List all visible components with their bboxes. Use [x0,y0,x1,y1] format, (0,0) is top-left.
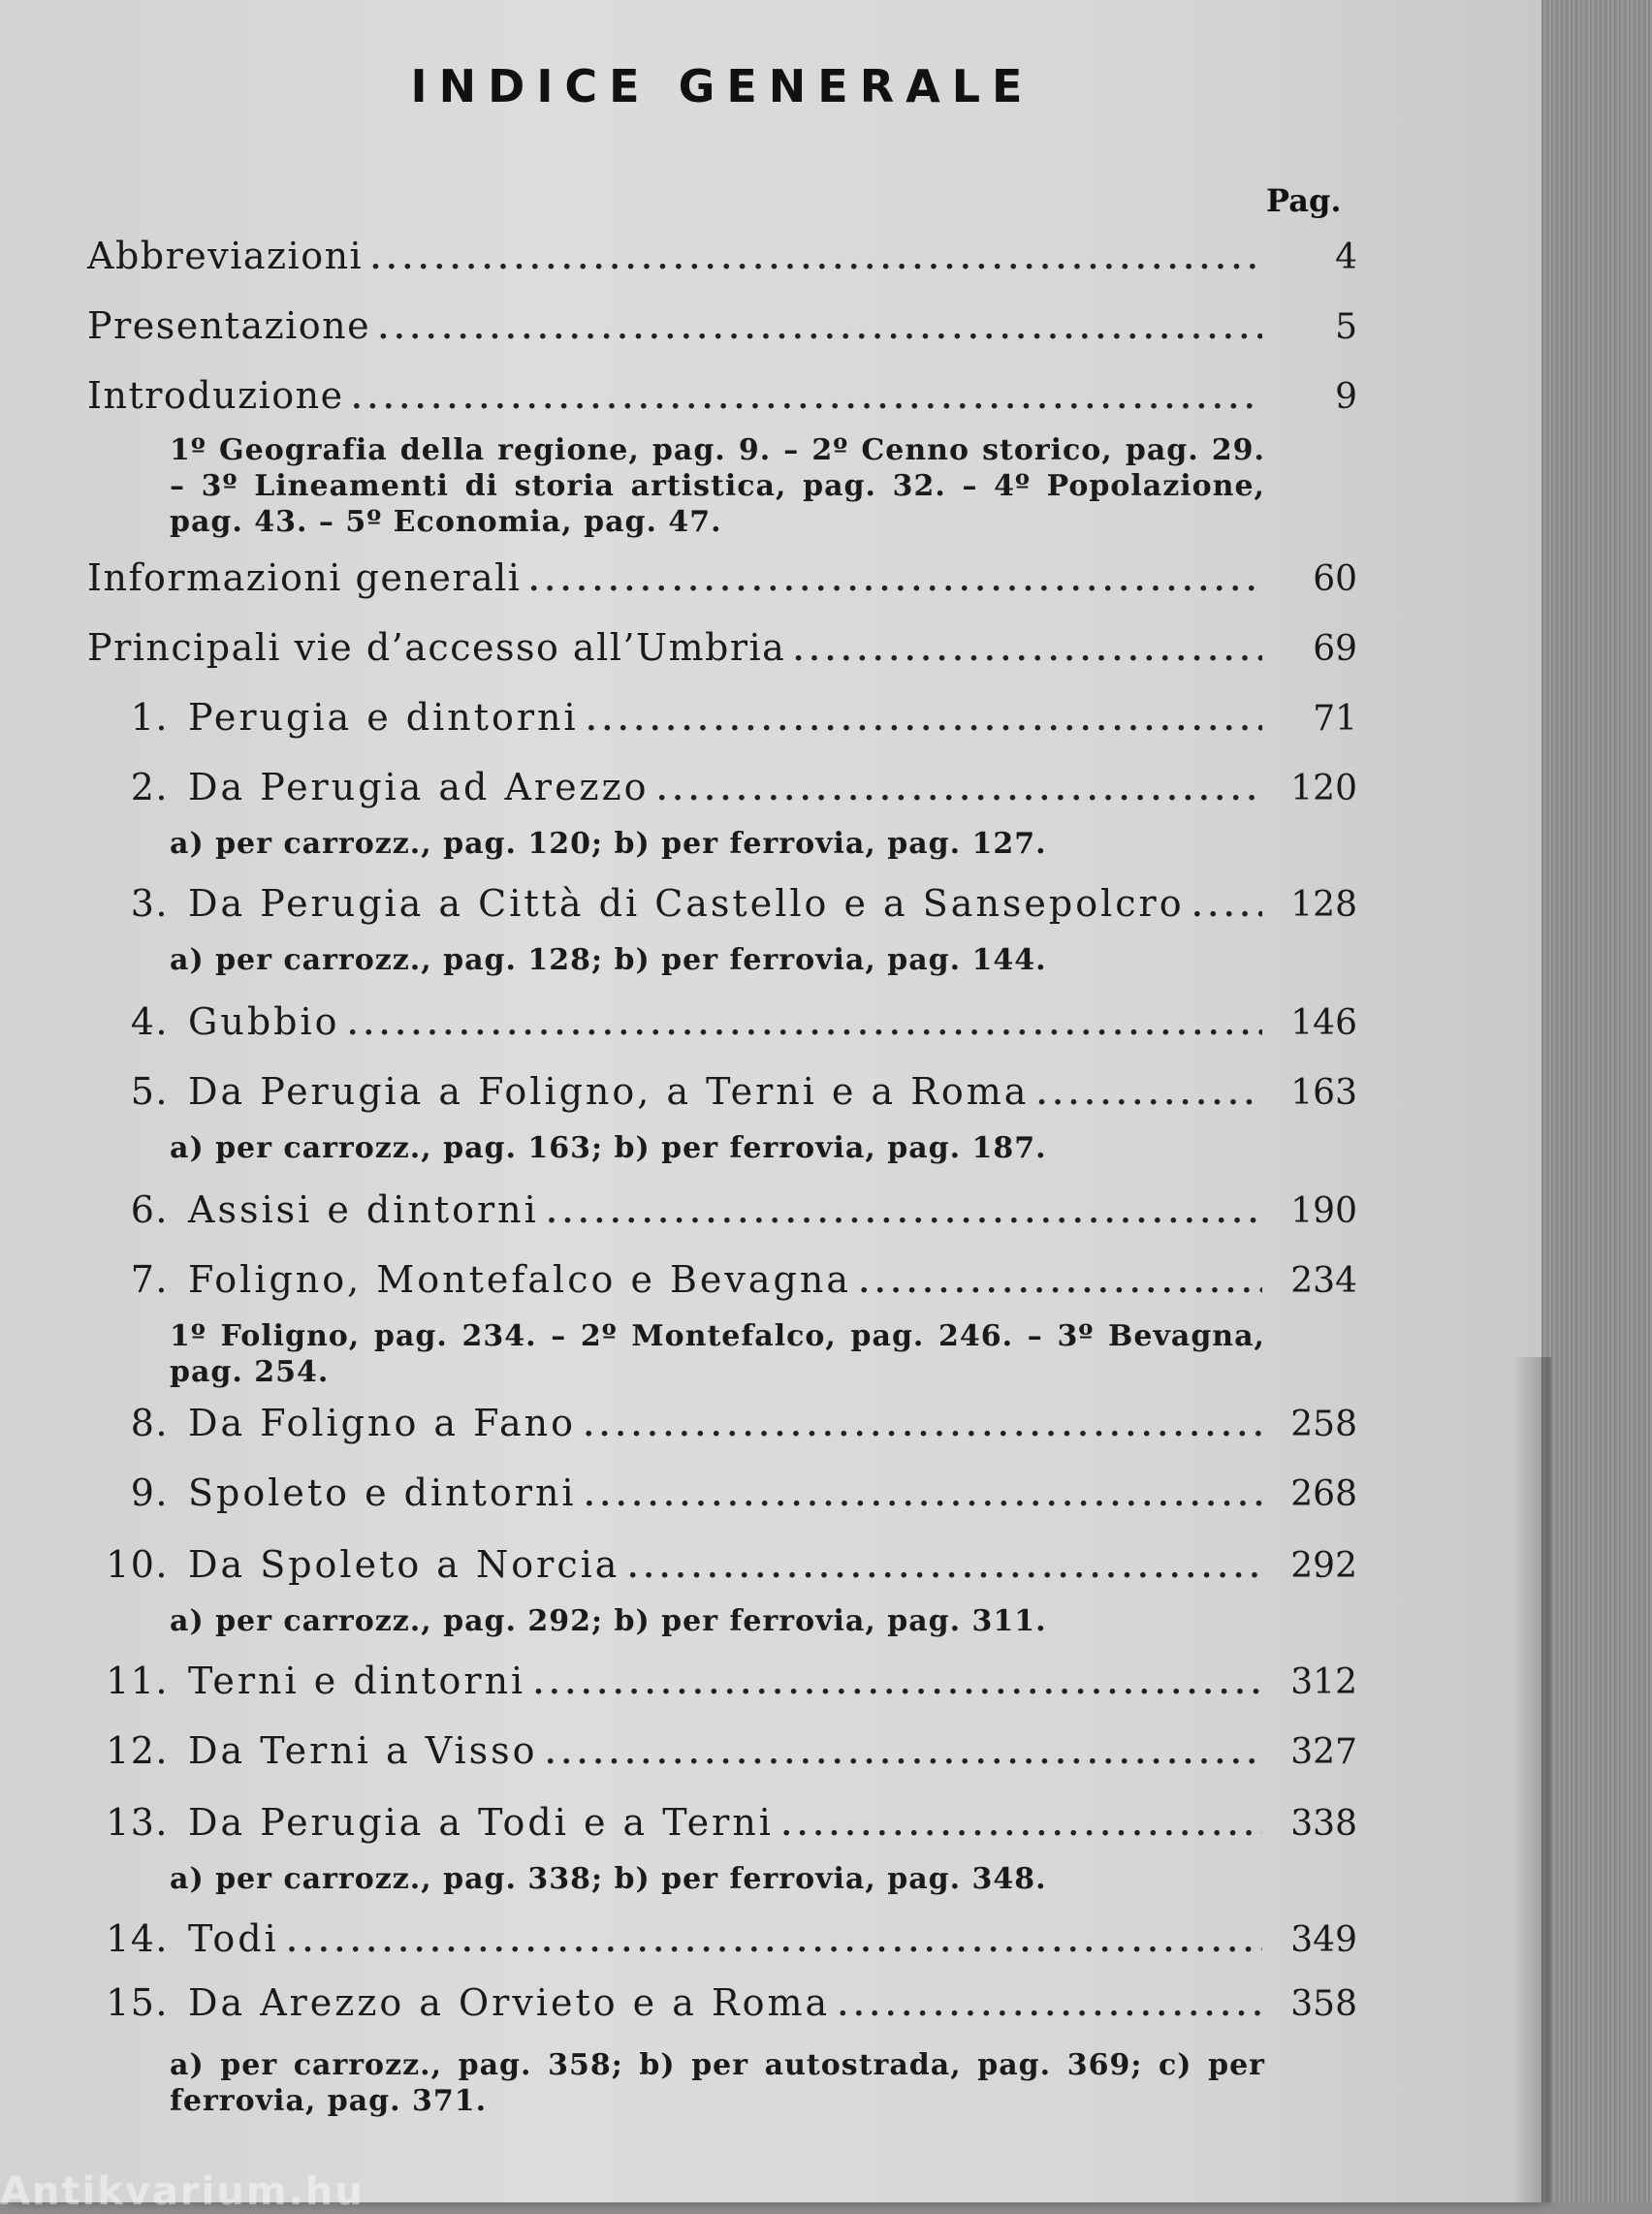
dot-leader [547,1196,1262,1230]
dot-leader [859,1266,1262,1300]
toc-subentry: a) per carrozz., pag. 338; b) per ferrovia, pag. 348. [170,1862,1047,1896]
toc-entry [87,1000,1357,1059]
toc-subentry: a) per carrozz., pag. 292; b) per ferrovia, pag. 311. [170,1604,1047,1638]
dot-leader [838,1989,1262,2023]
dot-leader [546,1737,1263,1771]
toc-entry-page: 163 [1290,1073,1357,1113]
toc-entry-title: Spoleto e dintorni [188,1471,577,1514]
toc-entry-number: 4. [130,1000,169,1043]
dot-leader [528,564,1262,598]
dot-leader [587,704,1262,738]
toc-entry-title: Da Perugia a Todi e a Terni [188,1801,774,1844]
toc-entry [87,1981,1357,2040]
toc-entry-page: 71 [1313,699,1357,739]
page-stack-edge [1541,0,1652,2202]
dot-leader [627,1551,1262,1585]
toc-entry [87,1471,1357,1530]
toc-entry-number: 7. [130,1258,169,1301]
toc-entry-page: 146 [1290,1003,1357,1043]
toc-entry-title: Terni e dintorni [188,1660,526,1702]
toc-entry [87,696,1357,754]
toc-entry [87,1543,1357,1601]
toc-entry-number: 5. [130,1070,169,1113]
toc-entry-title: Introduzione [87,374,344,417]
toc-subentry: 1º Foligno, pag. 234. – 2º Montefalco, pag. 246. – 3º Bevagna, pag. 254. [170,1319,1265,1389]
toc-entry [87,766,1357,824]
toc-entry-title: Foligno, Montefalco e Bevagna [188,1258,851,1301]
dot-leader [370,242,1262,276]
toc-entry [87,1801,1357,1859]
dot-leader [378,312,1262,346]
toc-entry-title: Da Arezzo a Orvieto e a Roma [188,1981,831,2024]
toc-entry [87,235,1357,293]
toc-entry-page: 5 [1335,307,1357,347]
toc-entry-title: Da Spoleto a Norcia [188,1543,620,1586]
toc-entry [87,1258,1357,1316]
toc-entry-page: 69 [1313,629,1357,669]
toc-entry-page: 349 [1290,1920,1357,1960]
toc-subentry: 1º Geografia della regione, pag. 9. – 2º Cenno storico, pag. 29. – 3º Lineamenti di storia artistica, pag. 32. – 4º Popolazione, pag. 43. – 5º Economia, pag. 47. [170,433,1265,539]
toc-entry-page: 292 [1290,1546,1357,1586]
toc-entry-title: Da Perugia ad Arezzo [188,766,650,808]
toc-entry-title: Da Terni a Visso [188,1729,538,1772]
toc-entry [87,1402,1357,1460]
toc-entry-title: Da Perugia a Città di Castello e a Sansepolcro [188,882,1185,925]
toc-entry-page: 60 [1313,559,1357,599]
toc-subentry: a) per carrozz., pag. 120; b) per ferrovia, pag. 127. [170,827,1047,861]
toc-subentry: a) per carrozz., pag. 163; b) per ferrovia, pag. 187. [170,1131,1047,1165]
toc-entry [87,1070,1357,1128]
toc-entry-number: 14. [106,1917,169,1960]
toc-entry-title: Assisi e dintorni [188,1188,539,1231]
toc-entry-number: 1. [130,696,169,739]
watermark: Antikvarium.hu [0,2169,365,2214]
toc-entry-number: 12. [106,1729,169,1772]
toc-entry-title: Todi [188,1917,279,1960]
dot-leader [533,1667,1262,1701]
toc-entry [87,1188,1357,1247]
toc-entry-page: 128 [1290,885,1357,925]
toc-subentry: a) per carrozz., pag. 128; b) per ferrovia, pag. 144. [170,943,1047,977]
toc-entry-page: 4 [1335,237,1357,277]
toc-entry-title: Gubbio [188,1000,340,1043]
dot-leader [656,774,1262,807]
dot-leader [781,1809,1262,1843]
toc-entry-page: 312 [1290,1662,1357,1702]
toc-entry-number: 6. [130,1188,169,1231]
toc-entry-title: Informazioni generali [87,556,522,599]
toc-entry-number: 8. [130,1402,169,1444]
dot-leader [352,382,1262,416]
toc-entry-number: 13. [106,1801,169,1844]
toc-entry-number: 11. [106,1660,169,1702]
dot-leader [348,1008,1262,1042]
toc-entry-title: Perugia e dintorni [188,696,579,739]
toc-entry-title: Abbreviazioni [87,235,364,277]
toc-entry-title: Da Foligno a Fano [188,1402,576,1444]
toc-entry-number: 15. [106,1981,169,2024]
toc-subentry: a) per carrozz., pag. 358; b) per autostrada, pag. 369; c) per ferrovia, pag. 371. [170,2048,1265,2118]
dot-leader [1036,1078,1262,1112]
toc-entry-page: 268 [1290,1474,1357,1514]
toc-entry [87,556,1357,615]
dot-leader [584,1409,1262,1443]
toc-entry [87,1660,1357,1718]
dot-leader [287,1925,1262,1959]
toc-entry [87,304,1357,363]
toc-entry-page: 120 [1290,769,1357,808]
toc-entry-page: 9 [1335,377,1357,417]
toc-entry-number: 9. [130,1471,169,1514]
toc-entry-page: 234 [1290,1261,1357,1301]
page-title: INDICE GENERALE [410,60,1034,112]
toc-entry [87,1917,1357,1976]
toc-entry [87,1729,1357,1787]
toc-entry-page: 327 [1290,1732,1357,1772]
toc-entry-page: 190 [1290,1191,1357,1231]
page-column-header: Pag. [1266,182,1342,219]
toc-entry-title: Da Perugia a Foligno, a Terni e a Roma [188,1070,1030,1113]
toc-entry-number: 2. [130,766,169,808]
dot-leader [793,634,1262,668]
toc-entry-title: Principali vie d’accesso all’Umbria [87,626,786,669]
toc-entry-title: Presentazione [87,304,371,347]
toc-entry [87,626,1357,684]
toc-entry [87,374,1357,432]
toc-entry-page: 358 [1290,1984,1357,2024]
dot-leader [585,1479,1262,1513]
toc-entry [87,882,1357,940]
toc-entry-page: 258 [1290,1405,1357,1444]
toc-entry-page: 338 [1290,1804,1357,1844]
toc-entry-number: 3. [130,882,169,925]
toc-entry-number: 10. [106,1543,169,1586]
dot-leader [1192,890,1262,924]
